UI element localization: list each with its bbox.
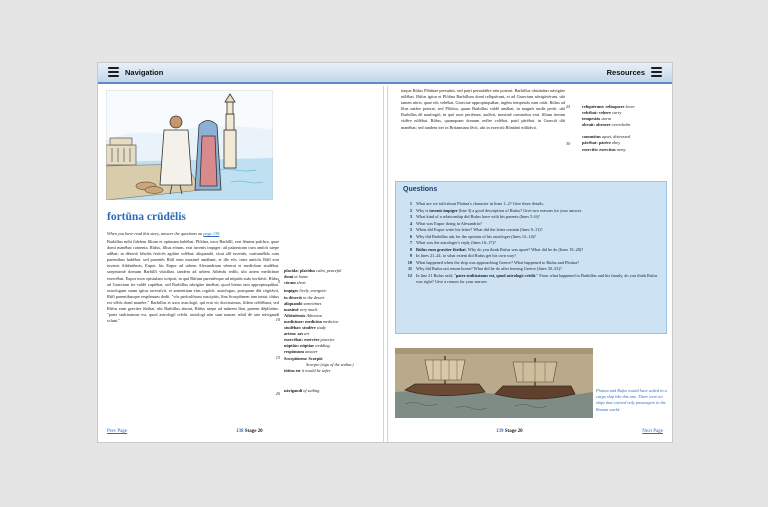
question-number: 7 — [409, 240, 412, 246]
question-number: 6 — [409, 233, 412, 239]
gloss-entry: studēbat: studēre study — [284, 325, 326, 331]
line-number: 5 — [277, 279, 280, 284]
latin-story-continuation — [401, 88, 565, 131]
gloss-entry: commōtus upset, distressed — [582, 134, 631, 140]
question-item — [402, 273, 660, 286]
resources-button[interactable] — [607, 67, 662, 77]
gloss-entry: cōram short — [284, 280, 306, 286]
question-number: 1 — [409, 201, 412, 206]
gloss-entry: impiger lively, energetic — [284, 288, 327, 294]
questions-box — [395, 181, 667, 334]
gloss-entry: domī at home — [284, 274, 309, 280]
gloss-entry: placida: placidus calm, peaceful — [284, 268, 342, 273]
line-number: 15 — [275, 355, 280, 360]
question-text: What was Eupor doing in Alexandria? — [416, 220, 482, 226]
question-text: In line 21 Rufus said, "pater stultissimus est, quod astrologō crēdit." From what happened to Barbillus and his family, do you think Rufus was right? Give a reason for your answer. — [416, 272, 658, 285]
gloss-entry: nūptiās: nūptiae wedding — [284, 343, 330, 349]
question-text: Why did Rufus not return home? What did he do after leaving Greece (lines 30–33)? — [416, 266, 562, 272]
gloss-entry: artem: ars art — [284, 331, 310, 337]
gloss-entry: exercēbat: exercēre practice — [284, 337, 335, 343]
gloss-entry: Athēniēnsis Athenian — [284, 312, 322, 318]
gloss-entry: medicīnae: medicīna medicine — [284, 318, 339, 324]
line-number: 25 — [566, 104, 571, 109]
question-text: In lines 21–24, to what extent did Rufus get his own way? — [416, 253, 517, 259]
menu-icon — [108, 67, 119, 77]
story-illustration — [106, 90, 273, 200]
question-text: What happened when the ship was approaching Greece? What happened to Rufus and Plotina? — [416, 259, 580, 265]
page-number: 139 Stage 20 — [496, 429, 523, 434]
next-page-link[interactable]: Next Page — [642, 429, 663, 434]
gloss-entry: tempestās storm — [582, 116, 612, 122]
question-number: 10 — [407, 259, 412, 265]
vocabulary-gloss — [582, 104, 672, 153]
gloss-entry: in dēsertō in the desert — [284, 294, 325, 300]
menu-icon — [651, 67, 662, 77]
question-text: Why did Barbillus ask for the opinion of his astrologer (lines 12–14)? — [416, 233, 536, 239]
gloss-entry: Scorpio (sign of the zodiac) — [306, 361, 354, 367]
intro-end: . — [219, 231, 221, 236]
line-number: 20 — [275, 391, 280, 396]
ship-mosaic-image — [395, 348, 593, 418]
resources-label: Resources — [606, 67, 645, 77]
gloss-entry: Scorpiōnem: Scorpiō — [284, 355, 323, 361]
gloss-entry: respōnsum answer — [284, 349, 318, 355]
question-number: 12 — [407, 272, 412, 278]
left-page-footer — [98, 429, 383, 437]
prev-page-link[interactable]: Prev Page — [107, 429, 128, 434]
gloss-entry: nāvigandī of sailing — [284, 387, 320, 393]
latin-story-text — [107, 239, 279, 324]
latin-paragraph: itaque Rūfus Plōtīnae persuāsit, sed patrī persuādēre nōn poterat. Barbillus obstinātus nāvigāre nōlēbat. Rūfus igitur et Plōtīna Barbillum domī relīquērunt, et ad Graeciam nāvigāvērunt. ubi tamen nāvis, quae eōs vehēbat, Graeciae appropinquābat, ingēns tempestās eam ortāt. Rūfus ad lītus natāre poterat, sed Plōtīna, quam Barbillus valdē amābat, in magnīs undīs periit. ubi Barbillus dē naufragiō, in quō uxor periērunt, audīvit, maximē commōtus erat. fīlium iterum vidēre nōlēbat. Rūfus, quamquam domum redīre volēbat, patrī pārēbat. in Graeciā diū manēbat; sed tandem iter in Britanniam fēcit, ubi in exercitū Rōmānō mīlitāvit. — [401, 88, 565, 130]
gloss-entry: exercitū: exercitus army — [582, 146, 626, 152]
question-number: 11 — [407, 266, 412, 272]
question-text: Rūfus eum graviter fūribat. Why do you think Rufus was upset? What did he do (lines 19–20)? — [416, 246, 584, 252]
question-text: Why is iuvenis impiger (line 3) a good description of Rufus? Give two reasons for your answer. — [416, 207, 583, 213]
question-text: What are we told about Plotina's character in lines 1–2? Give three details. — [416, 201, 545, 206]
vocabulary-gloss — [284, 268, 382, 394]
story-title: fortūna crūdēlis — [107, 211, 186, 223]
question-text: What was the astrologer's reply (lines 16–17)? — [416, 240, 496, 246]
gloss-entry: vehēbat: vehere carry — [582, 110, 622, 116]
question-number: 3 — [409, 214, 412, 220]
gloss-entry: relīquērunt: relinquere leave — [582, 104, 635, 109]
navigation-button[interactable] — [108, 67, 163, 77]
gloss-entry: pārēbat: pārēre obey — [582, 140, 621, 146]
top-navbar — [98, 63, 672, 84]
questions-list — [402, 201, 660, 286]
question-text: When did Eupor write his letter? What did the letter contain (lines 9–11)? — [416, 227, 543, 233]
line-number: 30 — [566, 141, 571, 146]
question-text: What kind of a relationship did Rufus have with his parents (lines 5–6)? — [416, 214, 540, 220]
navigation-label: Navigation — [125, 67, 164, 77]
question-number: 2 — [409, 207, 412, 213]
right-page-footer — [388, 429, 672, 437]
intro-instruction — [107, 231, 277, 237]
question-number: 8 — [409, 246, 412, 252]
question-number: 9 — [409, 253, 412, 259]
page-139-link[interactable]: page 139 — [203, 231, 220, 236]
right-page — [387, 86, 672, 442]
book-viewer — [97, 62, 673, 443]
left-page — [98, 86, 384, 442]
question-number: 5 — [409, 227, 412, 233]
gloss-entry: tūtius est it would be safer — [284, 367, 331, 373]
page-number: 138 Stage 20 — [236, 429, 263, 434]
questions-title: Questions — [403, 186, 438, 193]
latin-paragraph: Barbillus mihi fidelem fīlium et optimam habēbat. Plōtīna, uxor Barbillī, erat fēmina pulchra, quae domī manēbat contenta. Rūfus, fīlius eōrum, erat iuvenis impiger: ad palaestram cum amīcīs saepe adībat; in dēsertō bēstiās ferōcēs agitāre solēbat; aliquandō, sīcut alīī iuvenēs, contumēliās cum parentibus habēbat. sed parentēs Rūfī eum maximē amābant, et ille eōs. inter amīcōs Rūfī erat iuvenis Athēniēnsis, Eupor. hic Eupor ad urbem Alexandriam vēnerat et medicīnae studēbat. saepissimē domum Barbillī vīsitābat. tandem ad urbem Athēnās redīit, ubi artem medicīnae exercēbat. Eupor mox epistulam scrīpsit, in quā Rūfum parentēsque ad nūptiās suās invītāvit. Rūfus ad Graeciam īre valdē cupiēbat, sed Barbillus nāvigāre timēbat, quod hiems iam appropinquābat. astrologum suum igitur arcessīvit, et sententiam eius rogāvit. astrologus, postquam diū cōgitāvit, Rūfī parentibusque respōnsum dedit. "vōs perīculōsum suscipitis, līna Scorpiōnem iam intrat. tūtius est vōbīs domī manēre." Barbillus et uxor astrologō, quī erat vir doctissimus, fīdem crēdēbant, sed Rūfus eum graviter fūribat. ubi Barbillus aberat, Rūfus saepe ad mātrem ībat, patrem dēplōrāns: "pater stultissimus est, quod astrologō crēdit. astrologī nōn sunt nautae. nihil dē arte nāvigandī scīunt." — [107, 239, 279, 324]
gloss-entry: obruit: obruere overwhelm — [582, 122, 631, 128]
question-number: 4 — [409, 220, 412, 226]
gloss-entry: aliquandō sometimes — [284, 300, 322, 306]
ship-caption: Plotina and Rufus would have sailed in a cargo ship like this one. There were no ships that carried only passengers in the Roman world. — [596, 388, 667, 412]
gloss-entry: maximē very much — [284, 306, 318, 312]
intro-text: When you have read this story, answer the questions on — [107, 231, 204, 236]
line-number: 10 — [275, 317, 280, 322]
